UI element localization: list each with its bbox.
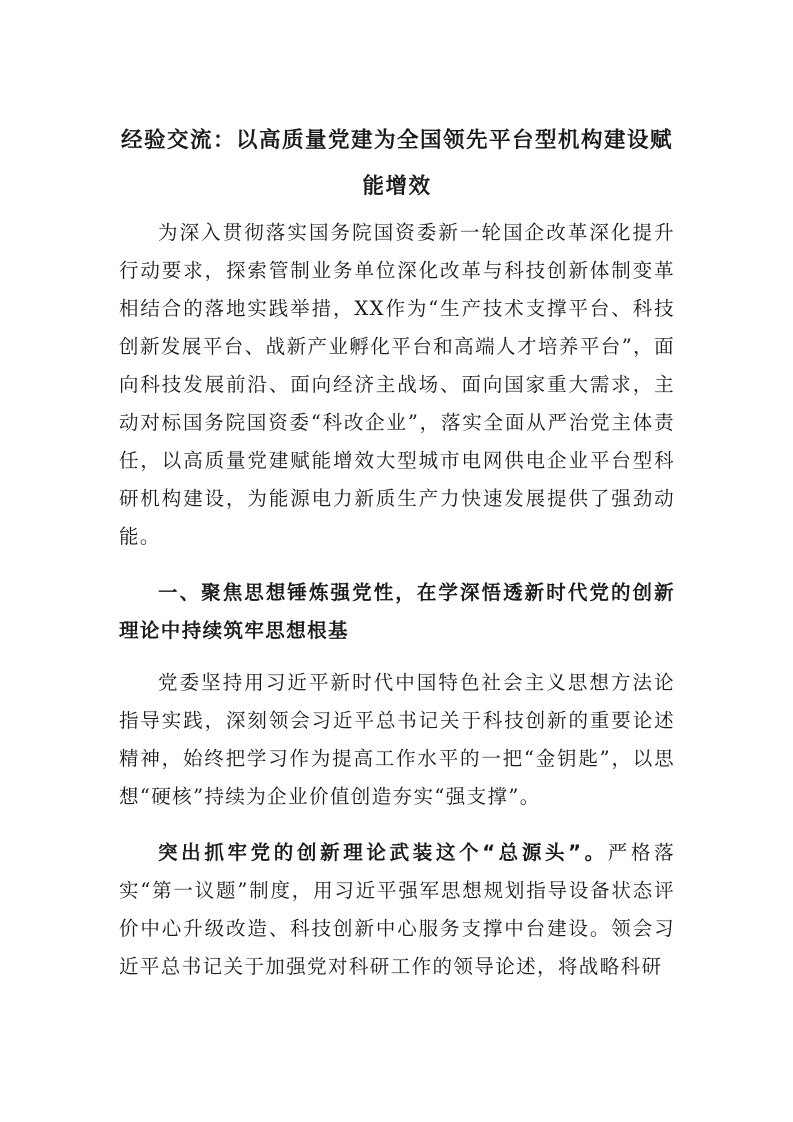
document-body <box>119 118 675 986</box>
section-paragraph: 党委坚持用习近平新时代中国特色社会主义思想方法论指导实践，深刻领会习近平总书记关于科技创新的重要论述精神，始终把学习作为提高工作水平的一把“金钥匙”，以思想“硬核”持续为企业价值创造夯实“强支撑”。 <box>119 671 675 808</box>
document-title: 经验交流：以高质量党建为全国领先平台型机构建设赋能增效 <box>120 128 673 199</box>
point-body-text: 严格落实“第一议题”制度，用习近平强军思想规划指导设备状态评价中心升级改造、科技创新中心服务支撑中台建设。领会习近平总书记关于加强党对科研工作的领导论述，将战略科研 <box>119 841 675 978</box>
intro-paragraph: 为深入贯彻落实国务院国资委新一轮国企改革深化提升行动要求，探索管制业务单位深化改革与科技创新体制变革相结合的落地实践举措，XX作为“生产技术支撑平台、科技创新发展平台、战新产业孵化平台和高端人才培养平台”，面向科技发展前沿、面向经济主战场、面向国家重大需求，主动对标国务院国资委“科改企业”，落实全面从严治党主体责任，以高质量党建赋能增效大型城市电网供电企业平台型科研机构建设，为能源电力新质生产力快速发展提供了强劲动能。 <box>119 221 675 548</box>
section-heading: 一、聚焦思想锤炼强党性，在学深悟透新时代党的创新理论中持续筑牢思想根基 <box>119 581 675 642</box>
point-lead-sentence: 突出抓牢党的创新理论武装这个“总源头”。 <box>158 841 608 864</box>
point-paragraph <box>119 834 675 986</box>
